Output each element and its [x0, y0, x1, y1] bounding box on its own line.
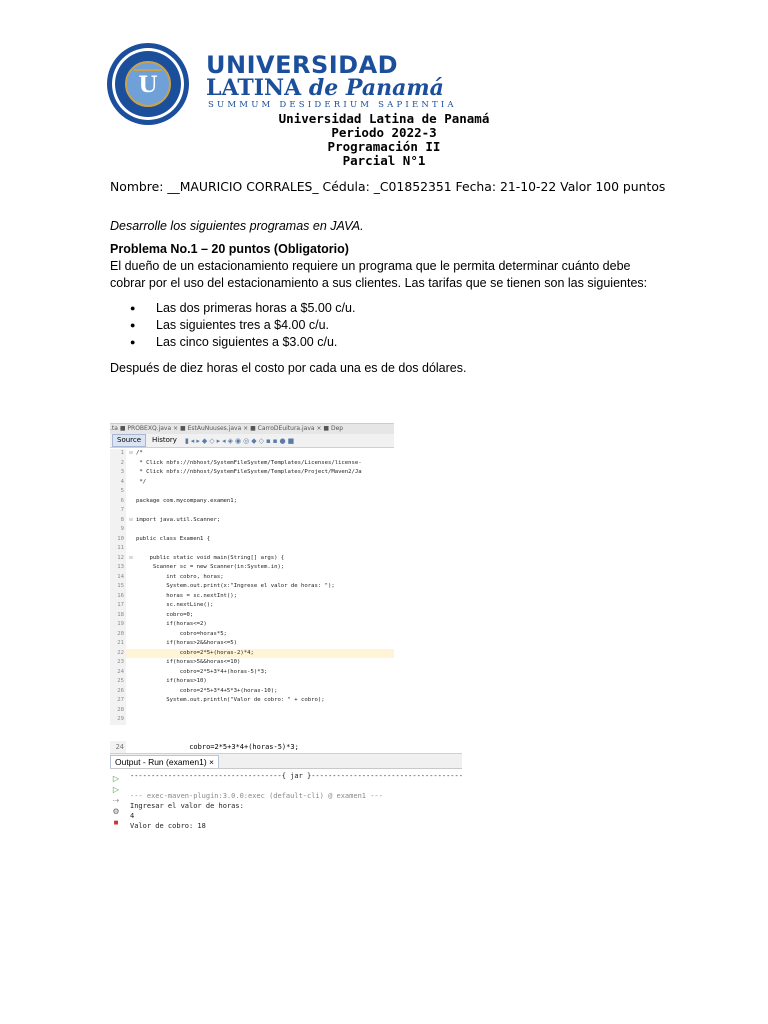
code-line [110, 478, 394, 488]
line-number: 2 [110, 459, 126, 469]
code-text: Scanner sc = new Scanner(in:System.in); [136, 564, 285, 570]
code-text: /* [136, 450, 143, 456]
line-number: 23 [110, 658, 126, 668]
code-line [110, 449, 394, 459]
code-line [110, 677, 394, 687]
code-line [110, 649, 394, 659]
code-line [110, 658, 394, 668]
line-number: 19 [110, 620, 126, 630]
code-text: sc.nextLine(); [136, 602, 214, 608]
problem-note: Después de diez horas el costo por cada una es de dos dólares. [110, 361, 467, 375]
line-number: 25 [110, 677, 126, 687]
university-seal-logo [106, 40, 190, 128]
code-line [110, 497, 394, 507]
code-text: int cobro, horas; [136, 573, 224, 580]
brand-motto: SUMMUM DESIDERIUM SAPIENTIA [208, 100, 457, 110]
fold-icon[interactable] [126, 563, 136, 573]
code-text: if(horas>10) [136, 678, 207, 684]
line-number: 18 [110, 611, 126, 621]
code-line [110, 459, 394, 469]
console-line: Valor de cobro: 18 [130, 822, 206, 830]
code-line [110, 601, 394, 611]
header-period: Periodo 2022-3 [331, 125, 437, 140]
fold-icon[interactable] [126, 506, 136, 516]
code-line [110, 639, 394, 649]
console-line: --- exec-maven-plugin:3.0.0:exec (default-cli) @ examen1 --- [130, 792, 383, 800]
console-line: Ingresar el valor de horas: [130, 802, 244, 810]
code-text: cobro=0; [136, 611, 194, 618]
rate-list [130, 300, 355, 351]
console-line [130, 781, 463, 791]
editor-toolbar [110, 434, 394, 448]
line-number: 17 [110, 601, 126, 611]
code-line [110, 741, 462, 754]
line-number: 12 [110, 554, 126, 564]
fold-icon[interactable] [126, 611, 136, 621]
fold-icon[interactable] [126, 696, 136, 706]
line-number: 8 [110, 516, 126, 526]
fold-icon[interactable] [126, 535, 136, 545]
fold-icon[interactable] [126, 639, 136, 649]
line-number: 1 [110, 449, 126, 459]
code-text: * Click nbfs://nbhost/SystemFileSystem/Templates/Licenses/license- [136, 459, 362, 466]
brand-word-latina [206, 76, 444, 100]
code-text: cobro=2*5+(horas-2)*4; [136, 649, 254, 656]
output-panel-screenshot [110, 741, 462, 843]
line-number: 24 [110, 668, 126, 678]
fold-icon[interactable] [126, 687, 136, 697]
fold-icon[interactable] [126, 525, 136, 535]
code-line [110, 715, 394, 725]
fold-icon[interactable] [126, 649, 136, 659]
code-text: if(horas>5&&horas<=10) [136, 659, 241, 665]
code-text: public class Examen1 { [136, 535, 211, 542]
problem-title: Problema No.1 – 20 puntos (Obligatorio) [110, 242, 349, 256]
fold-icon[interactable] [126, 668, 136, 678]
code-text: public static void main(String[] args) { [136, 554, 285, 561]
line-number: 3 [110, 468, 126, 478]
header-university: Universidad Latina de Panamá [278, 111, 490, 126]
code-line [110, 696, 394, 706]
fold-icon[interactable] [126, 630, 136, 640]
code-text: System.out.println("Valor de cobro: " + cobro); [136, 697, 325, 703]
code-line [110, 630, 394, 640]
code-text: package com.mycompany.examen1; [136, 497, 238, 504]
output-side-toolbar [110, 773, 122, 828]
code-text: cobro=2*5+3*4+(horas-5)*3; [126, 743, 299, 751]
code-line [110, 668, 394, 678]
code-text: cobro=2*5+3*4+5*3+(horas-10); [136, 687, 278, 694]
fold-icon[interactable] [126, 658, 136, 668]
line-number: 27 [110, 696, 126, 706]
code-text: */ [136, 478, 147, 485]
list-item: ● Las cinco siguientes a $3.00 c/u. [130, 334, 355, 351]
fold-icon[interactable]: ⊟ [129, 450, 133, 456]
code-text: horas = sc.nextInt(); [136, 592, 238, 599]
line-number: 28 [110, 706, 126, 716]
toolbar-icons: ▮◂▸◆◇▸◂◈◉◎◆◇▪▪●■ [184, 436, 297, 445]
line-number: 7 [110, 506, 126, 516]
line-number: 14 [110, 573, 126, 583]
code-line [110, 525, 394, 535]
line-number: 26 [110, 687, 126, 697]
code-line [110, 611, 394, 621]
code-line [110, 620, 394, 630]
line-number: 21 [110, 639, 126, 649]
svg-text:U: U [138, 72, 158, 98]
rerun-goals-icon[interactable]: ▷ [112, 785, 120, 794]
fold-icon[interactable] [126, 497, 136, 507]
problem-statement: El dueño de un estacionamiento requiere un programa que le permita determinar cuánto debe cobrar por el uso del estacionamiento a sus clientes. Las tarifas que se tienen son las siguientes: [110, 259, 648, 290]
console-line: 4 [130, 812, 135, 820]
code-editor [110, 449, 394, 725]
output-tab-label: Output - Run (examen1) [115, 756, 207, 767]
tab-history[interactable]: History [152, 436, 177, 444]
line-number: 6 [110, 497, 126, 507]
brand-latina: LATINA [206, 75, 302, 101]
fold-icon[interactable] [126, 620, 136, 630]
brand-de-panama: de Panamá [308, 75, 444, 101]
code-text: System.out.print(x:"Ingrese el valor de horas: "); [136, 583, 335, 589]
line-number: 11 [110, 544, 126, 554]
fold-icon[interactable] [126, 601, 136, 611]
line-number: 22 [110, 649, 126, 659]
rerun-icon[interactable]: ▷ [112, 774, 120, 783]
line-number: 16 [110, 592, 126, 602]
line-number: 10 [110, 535, 126, 545]
code-text: import java.util.Scanner; [136, 516, 221, 523]
code-text: if(horas<=2) [136, 621, 207, 627]
list-item: ● Las dos primeras horas a $5.00 c/u. [130, 300, 355, 317]
fold-icon[interactable] [126, 478, 136, 488]
code-line [110, 592, 394, 602]
ide-code-screenshot [110, 423, 394, 722]
brand-word-universidad: UNIVERSIDAD [206, 51, 399, 79]
line-number: 24 [110, 741, 126, 753]
code-line [110, 535, 394, 545]
fold-icon[interactable] [126, 592, 136, 602]
fold-icon[interactable]: ⊟ [129, 554, 133, 561]
code-line [110, 563, 394, 573]
header-course: Programación II [327, 139, 441, 154]
tab-source[interactable]: Source [112, 434, 146, 447]
code-line [110, 468, 394, 478]
code-line [110, 506, 394, 516]
fold-icon[interactable] [126, 706, 136, 716]
code-line [110, 706, 394, 716]
editor-tabs: .ta ■ PROBEXQ.java × ■ EstAuNuuses.java × ■ CarroDEuitura.java × ■ Dep [110, 424, 394, 434]
code-line [110, 516, 394, 526]
code-line [110, 573, 394, 583]
fold-icon[interactable] [126, 582, 136, 592]
line-number: 5 [110, 487, 126, 497]
tab-output-run[interactable] [110, 755, 219, 768]
fold-icon[interactable] [126, 468, 136, 478]
console-output [130, 771, 463, 831]
settings-icon[interactable]: ⚙ [112, 807, 120, 816]
header-exam: Parcial N°1 [342, 153, 426, 168]
fold-icon[interactable] [126, 487, 136, 497]
code-line [110, 544, 394, 554]
stop-step-icon[interactable]: ⇢ [112, 796, 120, 805]
code-line [110, 582, 394, 592]
code-line [110, 687, 394, 697]
line-number: 4 [110, 478, 126, 488]
console-line: ------------------------------------{ jar }------------------------------------ [130, 772, 463, 780]
student-info-line: Nombre: __MAURICIO CORRALES_ Cédula: _C01852351 Fecha: 21-10-22 Valor 100 puntos [110, 179, 666, 194]
code-line [110, 554, 394, 564]
fold-icon[interactable] [126, 544, 136, 554]
output-tabbar [110, 754, 462, 769]
list-item: ● Las siguientes tres a $4.00 c/u. [130, 317, 355, 334]
code-line [110, 487, 394, 497]
stop-icon[interactable]: ■ [113, 818, 119, 827]
code-text: cobro=2*5+3*4+(horas-5)*3; [136, 668, 268, 675]
code-text: * Click nbfs://nbhost/SystemFileSystem/Templates/Project/Maven2/Ja [136, 469, 362, 475]
instructions: Desarrolle los siguientes programas en JAVA. [110, 219, 364, 233]
close-icon[interactable]: × [209, 756, 214, 767]
line-number: 29 [110, 715, 126, 725]
fold-icon[interactable] [126, 677, 136, 687]
code-text: if(horas>2&&horas<=5) [136, 640, 238, 646]
code-text: cobro=horas*5; [136, 630, 227, 637]
line-number: 20 [110, 630, 126, 640]
line-number: 15 [110, 582, 126, 592]
fold-icon[interactable] [126, 573, 136, 583]
fold-icon[interactable] [126, 715, 136, 725]
line-number: 13 [110, 563, 126, 573]
line-number: 9 [110, 525, 126, 535]
fold-icon[interactable]: ⊟ [129, 516, 133, 523]
fold-icon[interactable] [126, 459, 136, 469]
